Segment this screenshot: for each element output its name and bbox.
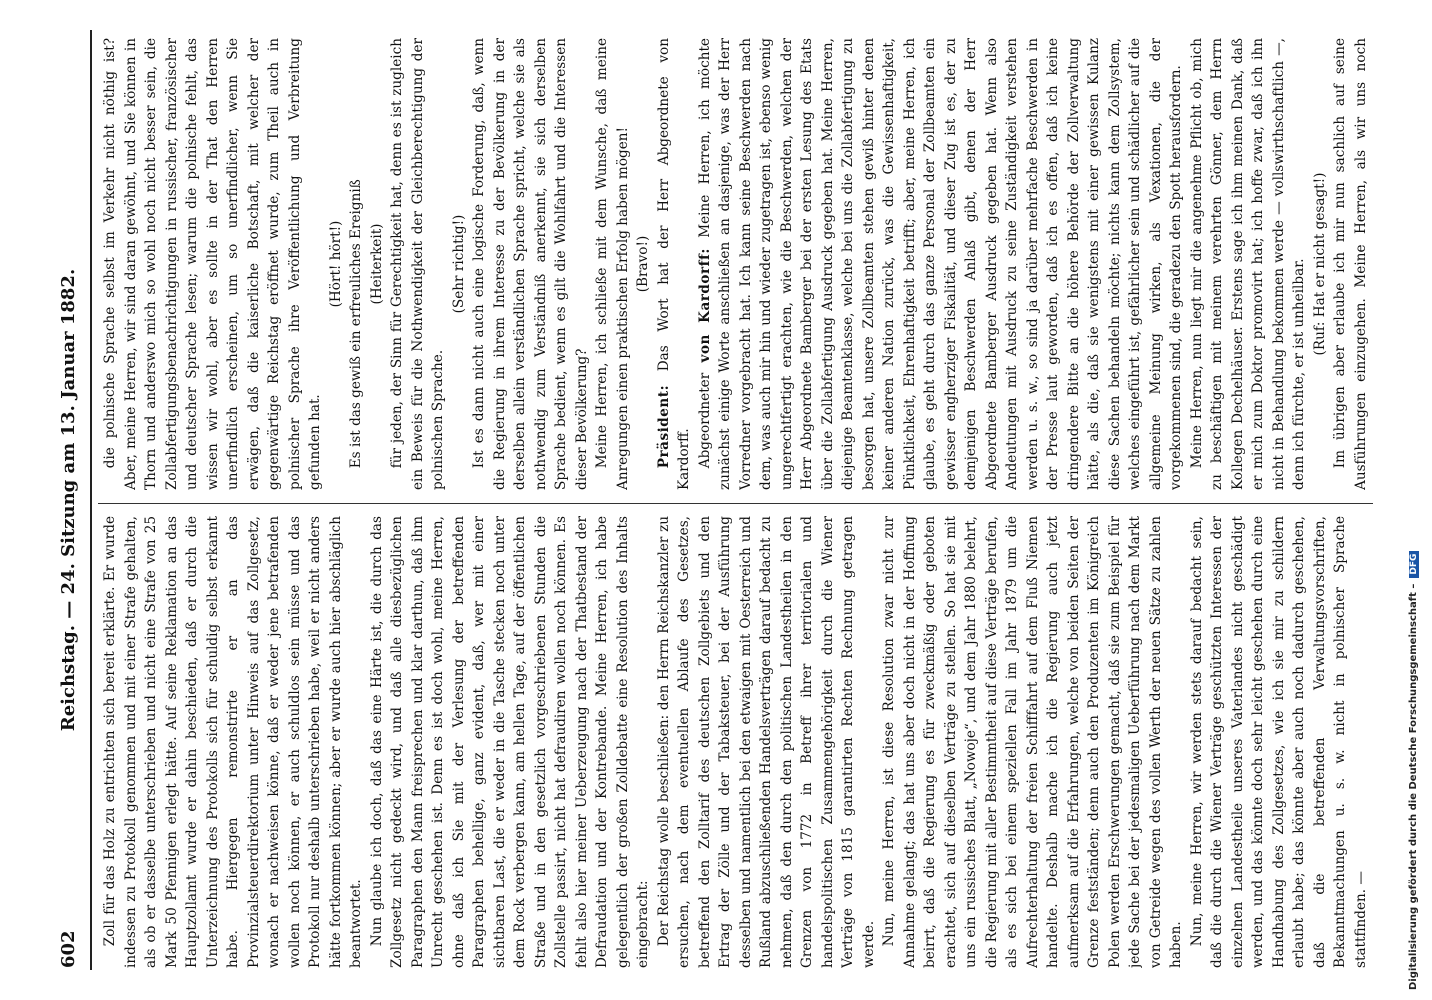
paragraph: Nun, meine Herren, ist diese Resolution zwar nicht zur Annahme gelangt; das hat uns aber doch nicht in der Hoffnung beirrt, daß die Regierung es für zweckmäßig oder geboten erachtet, sich auf dieselben Verträge zu stellen. So hat sie mit uns ein russisches Blatt, „Nowoje“, und dem Jahr 1880 belehrt, die Regierung mit aller Bestimmtheit auf diese Verträge berufen, als es sich bei einem speziellen Fall im Jahr 1879 um die Aufrechterhaltung der freien Schifffahrt auf dem Fluß Niemen handelte. Deshalb mache ich die Regierung auch jetzt aufmerksam auf die Erfahrungen, welche von beiden Seiten der Grenze festständen; denn auch den Produzenten im Königreich Polen werden Erschwerungen gemacht, daß sie zum Beispiel für jede Sache bei der jedesmaligen Ueberführung nach dem Markt von Getreide wegen des vollen Werth der neuen Sätze zu zahlen haben. bbox=[881, 516, 1184, 968]
paragraph: Meine Herren, nun liegt mir die angenehme Pflicht ob, mich zu beschäftigen mit meinem verehrten Gönner, dem Herrn Kollegen Dechelhäuser. Erstens sage ich ihm meinen Dank, daß er mich zum Doktor promovirt hat; ich hoffe zwar, daß ich ihn nicht in Behandlung bekommen werde — vollswirthschaftlich —, denn ich fürchte, er ist unheilbar. bbox=[1188, 38, 1307, 490]
credit-text: Digitalisierung gefördert durch die Deutsche Forschungsgemeinschaft – bbox=[1408, 583, 1419, 990]
reaction: (Bravo!) bbox=[635, 235, 651, 293]
dfg-logo: DFG bbox=[1409, 551, 1419, 578]
paragraph: die polnische Sprache selbst im Verkehr nicht nöthig ist? Aber, meine Herren, wir sind daran gewöhnt, und Sie können in Thorn und anderswo mich so wohl noch nicht besser sein, die Zollabfertigungsbenachrichtigungen in russischer, französischer und deutscher Sprache lesen; warum die polnische fehlt, das wissen wir wohl, aber es sollte in der That den Herren unerfindlich erscheinen, um so unerfindlicher, wenn Sie erwägen, daß die kaiserliche Botschaft, mit welcher der gegenwärtige Reichstag eröffnet wurde, zum Theil auch in polnischer Sprache ihre Veröffentlichung und Verbreitung gefunden hat. bbox=[102, 38, 323, 490]
paragraph: Nun, meine Herren, wir werden stets darauf bedacht sein, daß die durch die Wiener Verträge geschützten Interessen der einzelnen Landestheile unseres Vaterlandes nicht geschädigt werden, und das könnte doch sehr leicht geschehen durch eine Handhabung des Zollgesetzes, wie ich sie mir zu schildern erlaubt habe; das könnte aber auch noch dadurch geschehen, daß die betreffenden Verwaltungsvorschriften, Bekanntmachungen u. s. w. nicht in polnischer Sprache stattfinden. — bbox=[1188, 516, 1369, 968]
speaker-label: Präsident: bbox=[655, 384, 672, 469]
reaction: (Sehr richtig!) bbox=[450, 214, 467, 314]
paragraph: Nun glaube ich doch, daß das eine Härte ist, die durch das Zollgesetz nicht gedeckt wird, und daß alle diesbezüglichen Paragraphen den Mann freisprechen und klar darthun, daß ihm Unrecht geschehen ist. Denn es ist doch wohl, meine Herren, ohne daß ich Sie mit der Verlesung der betreffenden Paragraphen behellige, ganz evident, daß, wer mit einer sichtbaren Last, die er weder in die Tasche stecken noch unter dem Rock verbergen kann, am hellen Tage, auf der öffentlichen Straße und in den gesetzlich vorgeschriebenen Stunden die Zollstelle passirt, nicht hat defraudiren wollen noch können. Es fehlt also hier meiner Ueberzeugung nach der Thatbestand der Defraudation und der Kontrebande. Meine Herren, ich habe gelegentlich der großen Zolldebatte eine Resolution des Inhalts eingebracht: bbox=[368, 516, 651, 968]
speech-text: Meine Herren, ich möchte zunächst einige Worte anschließen an dasjenige, was der Herr Vorredner vorgebracht hat. Ich kann seine Beschwerden nach dem, was auch mir hin und wieder zugetragen ist, ebenso wenig ungerechtfertigt erachten, wie die Beschwerden, welchen der Herr Abgeordnete Bamberger bei der ersten Lesung des Etats über die Zollabfertigung Ausdruck gegeben hat. Meine Herren, diejenige Beamtenklasse, welche bei uns die Zollabfertigung zu besorgen hat, unsere Zollbeamten stehen gewiß hinter denen keiner anderen Nation zurück, was die Gewissenhaftigkeit, Pünktlichkeit, Ehrenhaftigkeit betrifft; aber, meine Herren, ich glaube, es geht durch das ganze Personal der Zollbeamten ein gewisser engherziger Fiskalität, und dieser Zug ist es, der zu demjenigen Beschwerden Anlaß gibt, denen der Herr Abgeordnete Bamberger Ausdruck gegeben hat. Wenn also Andeutungen mit Ausdruck zu seine Zuständigkeit verstehen werden u. s. w., so sind ja darüber mehrfache Beschwerden in der Presse laut geworden, daß ich es offen, daß ich keine dringendere Bitte an die höhere Behörde der Zollverwaltung hätte, als die, daß sie wenigstens mit einer gewissen Kulanz diese Sachen behandeln möchte; nichts kann dem Zollsystem, welches eingeführt ist, gefährlicher sein und schädlicher auf die allgemeine Meinung wirken, als Vexationen, die der vorgekommenen sind, die geradezu den Spott herausfordern. bbox=[696, 38, 1184, 490]
running-title: Reichstag. — 24. Sitzung am 13. Januar 1882. bbox=[58, 268, 79, 732]
reaction: (Ruf: Hat er nicht gesagt!) bbox=[1311, 172, 1328, 356]
paragraph: Ist es dann nicht auch eine logische Forderung, daß, wenn die Regierung in ihrem Interesse zu der Bevölkerung in der derselben allein verständlichen Sprache spricht, welche sie als nothwendig zum Verständniß anerkennt, sie sich derselben Sprache bedient, wenn es gilt die Wohlfahrt und die Interessen dieser Bevölkerung? bbox=[471, 38, 590, 490]
right-column bbox=[100, 38, 1370, 490]
statement-text: Das Wort hat der Herr Abgeordnete von Kardorff. bbox=[655, 38, 692, 490]
speaker-role: Abgeordneter bbox=[696, 372, 713, 469]
header-rule bbox=[90, 30, 92, 970]
column-rule bbox=[98, 503, 1373, 504]
reaction: (Hört! hört!) bbox=[327, 220, 344, 308]
speech-start bbox=[695, 38, 1187, 490]
paragraph: Meine Herren, ich schließe mit dem Wunsche, daß meine Anregungen einen praktischen Erfolg haben mögen! bbox=[594, 38, 631, 490]
digitization-credit bbox=[1408, 551, 1419, 990]
paragraph: Im übrigen aber erlaube ich mir nun sachlich auf seine Ausführungen einzugehen. Meine Herren, als wir uns noch bbox=[1332, 38, 1369, 490]
paragraph: Zoll für das Holz zu entrichten sich bereit erklärte. Er wurde indessen zu Protokoll genommen und mit einer Strafe gehalten, als ob er dasselbe unterschrieben und nicht eine Strafe von 25 Mark 50 Pfennigen erlegt hätte. Auf seine Reklamation an das Hauptzollamt wurde er dahin beschieden, daß er durch die Unterzeichnung des Protokolls sich für schuldig selbst erkannt habe. Hiergegen remonstrirte er an das Provinzialsteuerdirektorium unter Hinweis auf das Zollgesetz, wonach er nachweisen könne, daß er weder jene betrafenden wollen noch können, er auch schuldlos sein müsse und das Protokoll nur deshalb unterschrieben habe, weil er nicht anders hätte fortkommen können; aber er wurde auch hier abschläglich beantwortet. bbox=[102, 516, 364, 968]
paragraph: Es ist das gewiß ein erfreuliches Ereigniß bbox=[348, 179, 364, 469]
president-statement bbox=[654, 38, 695, 490]
page-number: 602 bbox=[58, 930, 79, 968]
speaker-name: von Kardorff: bbox=[696, 248, 713, 363]
paragraph: für jeden, der Sinn für Gerechtigkeit hat, denn es ist zugleich ein Beweis für die Nothwendigkeit der Gleichberechtigung der polnischen Sprache. bbox=[389, 38, 446, 490]
reaction: (Heiterkeit) bbox=[368, 223, 385, 305]
resolution-quote: Der Reichstag wolle beschließen: den Herrn Reichskanzler zu ersuchen, nach dem eventuellen Ablaufe des Gesetzes, betreffend den Zolltarif des deutschen Zollgebiets und den Ertrag der Zölle und der Tabaksteuer, bei der Ausführung desselben und namentlich bei den etwaigen mit Oesterreich und Rußland abzuschließenden Handelsverträgen darauf bedacht zu nehmen, daß den durch den politischen Landestheilen in den Grenzen von 1772 in Betreff ihrer territorialen und handelspolitischen Zusammengehörigkeit durch die Wiener Verträge von 1815 garantirten Rechten Rechnung getragen werde. bbox=[655, 516, 877, 968]
left-column bbox=[100, 516, 1370, 968]
